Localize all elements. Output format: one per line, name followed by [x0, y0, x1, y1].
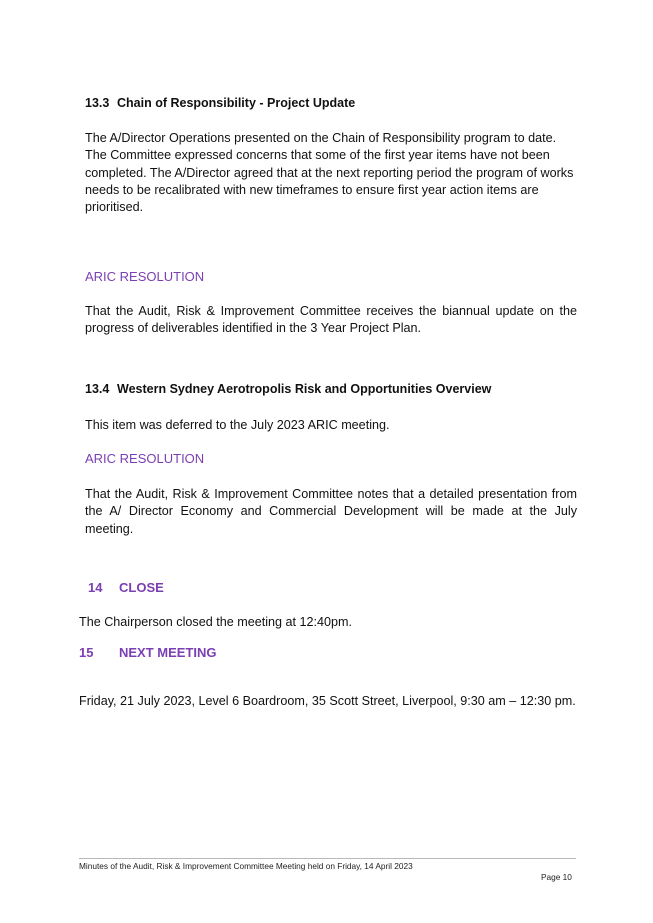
section-13-3-heading — [85, 96, 355, 110]
page-number: Page 10 — [541, 872, 572, 882]
section-13-3-body: The A/Director Operations presented on the Chain of Responsibility program to date. The Committee expressed concerns that some of the first year items have not been completed. The A/Director agreed that at the next reporting period the program of works needs to be recalibrated with new timeframes to ensure first year action items are prioritised. — [85, 131, 574, 215]
section-title: Western Sydney Aerotropolis Risk and Opportunities Overview — [117, 382, 492, 396]
section-number: 13.4 — [85, 382, 110, 396]
section-15-body: Friday, 21 July 2023, Level 6 Boardroom, 35 Scott Street, Liverpool, 9:30 am – 12:30 pm. — [79, 694, 576, 708]
section-13-4-heading — [85, 382, 491, 396]
section-number: 13.3 — [85, 96, 110, 110]
section-title: Chain of Responsibility - Project Update — [117, 96, 356, 110]
footer-text: Minutes of the Audit, Risk & Improvement Committee Meeting held on Friday, 14 April 2023 — [79, 861, 413, 871]
section-13-4-body: This item was deferred to the July 2023 ARIC meeting. — [85, 418, 390, 432]
section-14-body: The Chairperson closed the meeting at 12:40pm. — [79, 615, 353, 629]
footer-divider — [79, 858, 576, 859]
section-13-4-resolution: That the Audit, Risk & Improvement Committee notes that a detailed presentation from the A/ Director Economy and Commercial Development will be made at the July meeting. — [85, 487, 577, 536]
resolution-label: ARIC RESOLUTION — [85, 269, 205, 284]
section-number: 14 — [88, 580, 103, 595]
section-14-heading — [88, 580, 164, 595]
section-15-heading — [79, 645, 217, 660]
section-number: 15 — [79, 645, 94, 660]
section-title: NEXT MEETING — [119, 645, 217, 660]
resolution-label: ARIC RESOLUTION — [85, 451, 205, 466]
section-title: CLOSE — [119, 580, 164, 595]
section-13-3-resolution: That the Audit, Risk & Improvement Committee receives the biannual update on the progress of deliverables identified in the 3 Year Project Plan. — [85, 304, 577, 336]
